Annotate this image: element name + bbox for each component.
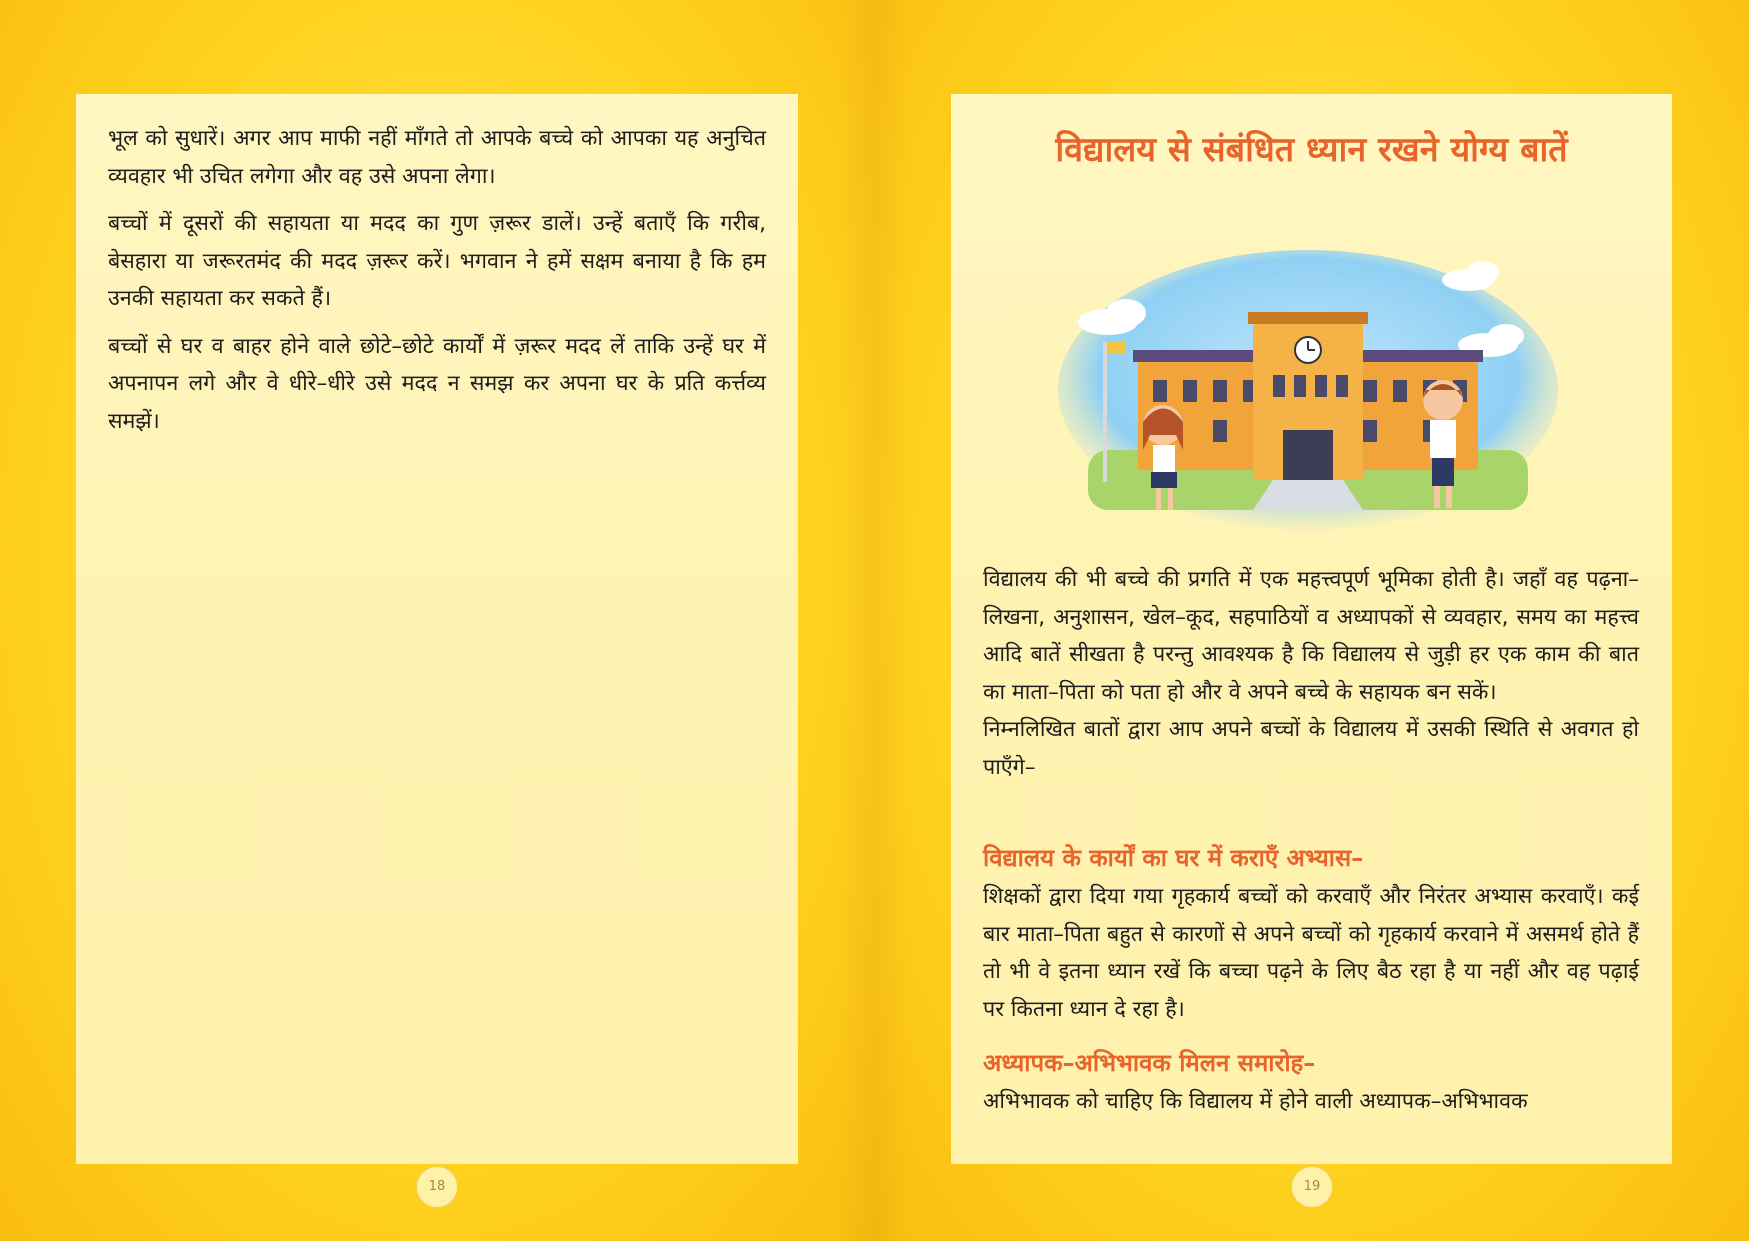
page-number-right: 19	[1291, 1166, 1333, 1208]
flag-pole	[1103, 342, 1107, 482]
school-illustration	[1058, 250, 1558, 530]
left-paragraph-3: बच्चों से घर व बाहर होने वाले छोटे–छोटे कार्यों में ज़रूर मदद लें ताकि उन्हें घर में अपनापन लगे और वे धीरे–धीरे उसे मदद न समझ कर अपना घर के प्रति कर्त्तव्य समझें।	[108, 333, 766, 434]
section2-text: अभिभावक को चाहिए कि विद्यालय में होने वाली अध्यापक–अभिभावक	[983, 1089, 1528, 1114]
intro-paragraph-2: निम्नलिखित बातों द्वारा आप अपने बच्चों के विद्यालय में उसकी स्थिति से अवगत हो पाएँगे–	[983, 717, 1639, 780]
section1-heading: विद्यालय के कार्यों का घर में कराएँ अभ्यास–	[983, 844, 1364, 872]
left-paragraph-1: भूल को सुधारें। अगर आप माफी नहीं माँगते तो आपके बच्चे को आपका यह अनुचित व्यवहार भी उचित लगेगा और वह उसे अपना लेगा।	[108, 126, 766, 189]
page-number-left: 18	[416, 1166, 458, 1208]
intro-text	[983, 561, 1639, 796]
section1-text: शिक्षकों द्वारा दिया गया गृहकार्य बच्चों को करवाएँ और निरंतर अभ्यास करवाएँ। कई बार माता–पिता बहुत से कारणों से अपने बच्चों को गृहकार्य करवाने में असमर्थ होते हैं तो भी वे इतना ध्यान रखें कि बच्चा पढ़ने के लिए बैठ रहा है या नहीं और वह पढ़ाई पर कितना ध्यान दे रहा है।	[983, 884, 1639, 1022]
book-spine	[838, 0, 910, 1241]
page-title: विद्यालय से संबंधित ध्यान रखने योग्य बातें	[1055, 130, 1568, 170]
left-paragraph-2: बच्चों में दूसरों की सहायता या मदद का गुण ज़रूर डालें। उन्हें बताएँ कि गरीब, बेसहारा या जरूरतमंद की मदद ज़रूर करें। भगवान ने हमें सक्षम बनाया है कि हम उनकी सहायता कर सकते हैं।	[108, 211, 766, 311]
building-door	[1283, 430, 1333, 480]
section2-heading: अध्यापक–अभिभावक मिलन समारोह–	[983, 1049, 1316, 1077]
intro-paragraph-1: विद्यालय की भी बच्चे की प्रगति में एक महत्त्वपूर्ण भूमिका होती है। जहाँ वह पढ़ना–लिखना, अनुशासन, खेल–कूद, सहपाठियों व अध्यापकों से व्यवहार, समय का महत्त्व आदि बातें सीखता है परन्तु आवश्यक है कि विद्यालय से जुड़ी हर एक काम की बात का माता–पिता को पता हो और वे अपने बच्चे के सहायक बन सकें।	[983, 567, 1639, 705]
left-page-body	[108, 120, 766, 450]
flag	[1107, 342, 1125, 354]
building-right-wing	[1348, 360, 1478, 470]
